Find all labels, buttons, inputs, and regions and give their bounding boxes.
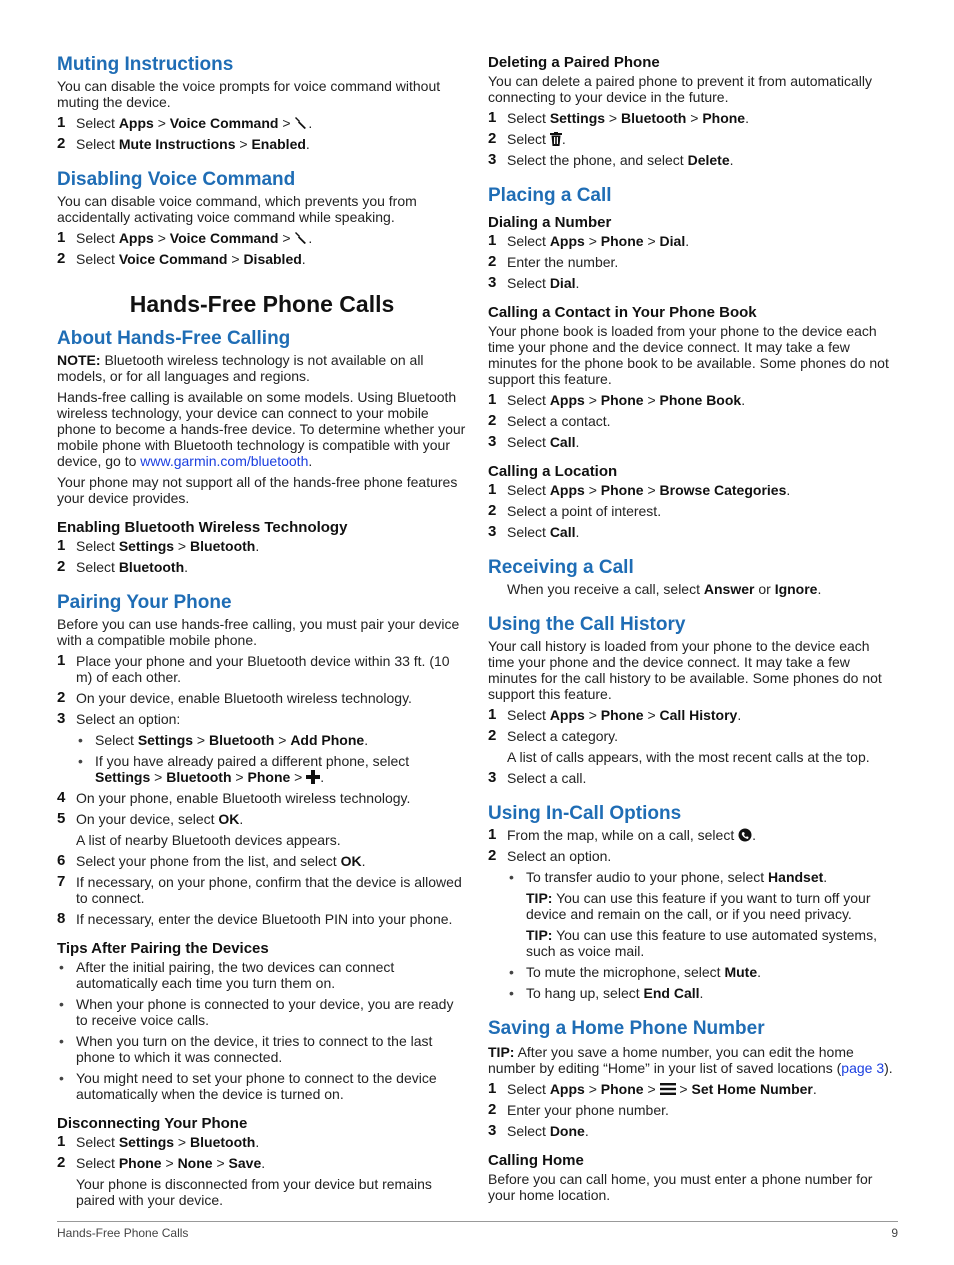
- trash-icon: [550, 132, 562, 146]
- disabling-heading: Disabling Voice Command: [57, 169, 296, 190]
- muting-heading: Muting Instructions: [57, 54, 234, 75]
- receiving-heading: Receiving a Call: [488, 557, 634, 578]
- muting-intro: You can disable the voice prompts for voice command without muting the device.: [57, 78, 441, 110]
- pairing-step-6: 6 Select your phone from the list, and select OK.: [57, 852, 366, 869]
- home-step-1: 1 Select Apps > Phone > > Set Home Number.: [488, 1080, 817, 1097]
- pairing-step-8: 8 If necessary, enter the device Bluetooth PIN into your phone.: [57, 910, 453, 927]
- disabling-step-1: 1 Select Apps > Voice Command > .: [57, 229, 313, 246]
- home-heading: Saving a Home Phone Number: [488, 1018, 765, 1039]
- pairing-step-5: 5 On your device, select OK.: [57, 810, 244, 827]
- muting-step-1: 1 Select Apps > Voice Command > .: [57, 114, 313, 131]
- deleting-heading: Deleting a Paired Phone: [488, 54, 660, 71]
- deleting-step-3: 3 Select the phone, and select Delete.: [488, 151, 734, 168]
- deleting-step-2: 2 Select .: [488, 130, 566, 147]
- enabling-step-1: 1 Select Settings > Bluetooth.: [57, 537, 260, 554]
- tip-item: • When your phone is connected to your device, you are ready to receive voice calls.: [57, 996, 467, 1028]
- incall-heading: Using In-Call Options: [488, 803, 682, 824]
- history-step-2-note: A list of calls appears, with the most recent calls at the top.: [507, 749, 870, 765]
- enabling-heading: Enabling Bluetooth Wireless Technology: [57, 519, 348, 536]
- home-tip: TIP: After you save a home number, you can edit the home number by editing “Home” in your list of saved locations (page 3).: [488, 1044, 893, 1076]
- disconnecting-step-2: 2 Select Phone > None > Save.: [57, 1154, 266, 1171]
- disconnecting-note: Your phone is disconnected from your device but remains paired with your device.: [76, 1176, 432, 1208]
- pairing-step-2: 2 On your device, enable Bluetooth wireless technology.: [57, 689, 412, 706]
- contact-step-1: 1 Select Apps > Phone > Phone Book.: [488, 391, 746, 408]
- dialing-step-1: 1 Select Apps > Phone > Dial.: [488, 232, 690, 249]
- pairing-option-1: • Select Settings > Bluetooth > Add Phone.: [76, 732, 467, 748]
- contact-step-2: 2 Select a contact.: [488, 412, 611, 429]
- pairing-step-3: 3 Select an option:: [57, 710, 181, 727]
- pairing-option-2: • If you have already paired a different phone, select Settings > Bluetooth > Phone > .: [76, 753, 467, 785]
- dialing-step-2: 2 Enter the number.: [488, 253, 619, 270]
- contact-step-3: 3 Select Call.: [488, 433, 580, 450]
- page-3-link[interactable]: page 3: [841, 1060, 885, 1076]
- incall-option-end-call: • To hang up, select End Call.: [507, 985, 898, 1001]
- deleting-step-1: 1 Select Settings > Bluetooth > Phone.: [488, 109, 749, 126]
- disabling-intro: You can disable voice command, which prevents you from accidentally activating voice command while speaking.: [57, 193, 417, 225]
- incall-tip-2: TIP: You can use this feature to use automated systems, such as voice mail.: [526, 927, 877, 959]
- calling-home-intro: Before you can call home, you must enter a phone number for your home location.: [488, 1171, 873, 1203]
- tip-item: • After the initial pairing, the two devices can connect automatically each time you turn them on.: [57, 959, 467, 991]
- pairing-step-1: 1 Place your phone and your Bluetooth device within 33 ft. (10 m) of each other.: [57, 652, 450, 685]
- dialing-step-3: 3 Select Dial.: [488, 274, 580, 291]
- location-step-3: 3 Select Call.: [488, 523, 580, 540]
- pairing-step-4: 4 On your phone, enable Bluetooth wireless technology.: [57, 789, 411, 806]
- tip-item: • You might need to set your phone to connect to the device automatically when the device is turned on.: [57, 1070, 467, 1102]
- incall-step-1: 1 From the map, while on a call, select .: [488, 826, 756, 843]
- disconnecting-heading: Disconnecting Your Phone: [57, 1115, 248, 1132]
- muting-step-2: 2 Select Mute Instructions > Enabled.: [57, 135, 310, 152]
- wrench-icon: [294, 116, 308, 130]
- enabling-step-2: 2 Select Bluetooth.: [57, 558, 189, 575]
- history-step-1: 1 Select Apps > Phone > Call History.: [488, 706, 742, 723]
- about-paragraph-2: Your phone may not support all of the hands-free phone features your device provides.: [57, 474, 458, 506]
- footer-section-title: Hands-Free Phone Calls: [57, 1226, 189, 1240]
- plus-icon: [306, 770, 320, 784]
- page-footer: [57, 1221, 898, 1241]
- pairing-intro: Before you can use hands-free calling, you must pair your device with a compatible mobile phone.: [57, 616, 460, 648]
- contact-intro: Your phone book is loaded from your phone to the device each time your phone and the device connect. It may take a few minutes for the phone book to be available. Some phones do not support this feature.: [488, 323, 889, 387]
- right-column: [488, 54, 898, 1208]
- incall-option-mute: • To mute the microphone, select Mute.: [507, 964, 898, 980]
- phone-options-icon: [738, 828, 752, 842]
- wrench-icon: [294, 231, 308, 245]
- tips-heading: Tips After Pairing the Devices: [57, 940, 269, 957]
- contact-heading: Calling a Contact in Your Phone Book: [488, 304, 757, 321]
- chapter-title: Hands-Free Phone Calls: [129, 291, 395, 317]
- about-heading: About Hands-Free Calling: [57, 328, 291, 349]
- calling-home-heading: Calling Home: [488, 1152, 584, 1169]
- history-intro: Your call history is loaded from your phone to the device each time your phone and the device connect. It may take a few minutes for the call history to be available. Some phones do not support this feature.: [488, 638, 882, 702]
- location-step-1: 1 Select Apps > Phone > Browse Categories.: [488, 481, 791, 498]
- history-heading: Using the Call History: [488, 614, 686, 635]
- pairing-step-5-note: A list of nearby Bluetooth devices appears.: [76, 832, 341, 848]
- placing-heading: Placing a Call: [488, 185, 612, 206]
- pairing-step-7: 7 If necessary, on your phone, confirm that the device is allowed to connect.: [57, 873, 462, 906]
- home-step-2: 2 Enter your phone number.: [488, 1101, 669, 1118]
- home-step-3: 3 Select Done.: [488, 1122, 589, 1139]
- incall-option-handset: • To transfer audio to your phone, select Handset.: [507, 869, 898, 885]
- history-step-3: 3 Select a call.: [488, 769, 587, 786]
- pairing-heading: Pairing Your Phone: [57, 592, 232, 613]
- menu-icon: [660, 1082, 676, 1096]
- about-note: NOTE: Bluetooth wireless technology is not available on all models, or for all languages and regions.: [57, 352, 424, 384]
- page-number: 9: [891, 1226, 898, 1240]
- incall-step-2: 2 Select an option.: [488, 847, 612, 864]
- left-column: [57, 54, 467, 1213]
- receiving-text: When you receive a call, select Answer or Ignore.: [507, 581, 822, 597]
- about-paragraph: Hands-free calling is available on some models. Using Bluetooth wireless technology, your device can connect to your mobile phone to become a hands-free device. To determine whether your mobile phone with Bluetooth technology is compatible with your device, go to www.garmin.com/bluetooth.: [57, 389, 466, 469]
- disabling-step-2: 2 Select Voice Command > Disabled.: [57, 250, 306, 267]
- garmin-bluetooth-link[interactable]: www.garmin.com/bluetooth: [140, 453, 309, 469]
- location-heading: Calling a Location: [488, 463, 618, 480]
- incall-tip-1: TIP: You can use this feature if you want to turn off your device and remain on the call, or if you need privacy.: [526, 890, 871, 922]
- deleting-intro: You can delete a paired phone to prevent it from automatically connecting to your device in the future.: [488, 73, 872, 105]
- dialing-heading: Dialing a Number: [488, 214, 612, 231]
- disconnecting-step-1: 1 Select Settings > Bluetooth.: [57, 1133, 260, 1150]
- location-step-2: 2 Select a point of interest.: [488, 502, 662, 519]
- history-step-2: 2 Select a category.: [488, 727, 619, 744]
- tip-item: • When you turn on the device, it tries to connect to the last phone to which it was connected.: [57, 1033, 467, 1065]
